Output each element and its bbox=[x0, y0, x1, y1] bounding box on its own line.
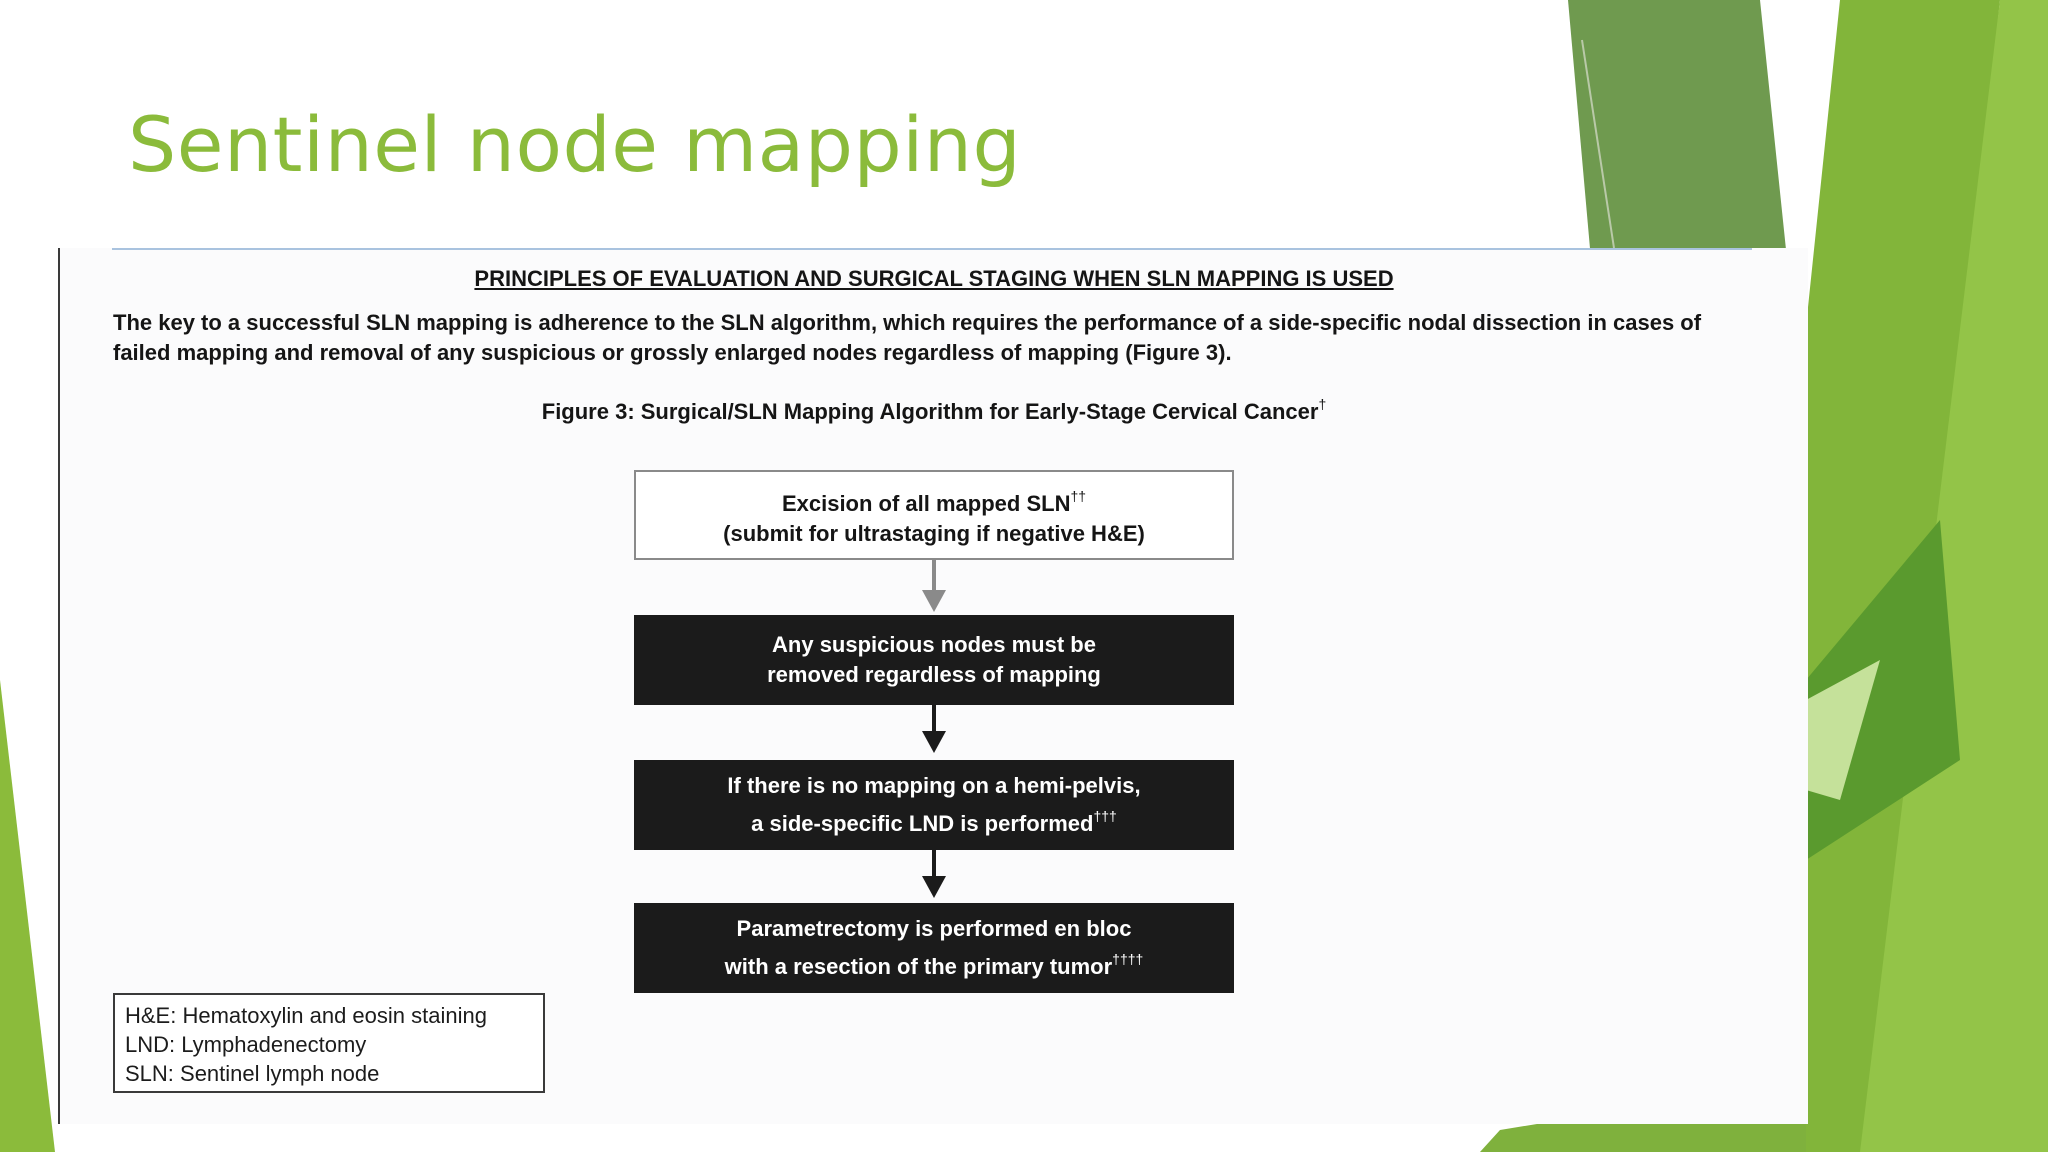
figure-panel bbox=[58, 248, 1808, 1124]
deco-shape-left bbox=[0, 680, 55, 1152]
step-3-mark: ††† bbox=[1093, 808, 1117, 824]
step-1-line-2: (submit for ultrastaging if negative H&E) bbox=[723, 521, 1145, 546]
step-2-line-2: removed regardless of mapping bbox=[767, 662, 1101, 687]
flow-arrow-icon bbox=[922, 560, 946, 615]
step-1-line-1: Excision of all mapped SLN bbox=[781, 491, 1071, 516]
step-excision-box bbox=[634, 470, 1234, 560]
step-3-line-2: a side-specific LND is performed bbox=[751, 811, 1094, 836]
step-3-line-1: If there is no mapping on a hemi-pelvis, bbox=[727, 773, 1141, 798]
step-4-mark: †††† bbox=[1112, 951, 1144, 967]
step-suspicious-nodes-box bbox=[634, 615, 1234, 705]
step-1-mark: †† bbox=[1070, 488, 1087, 504]
caption-text: Figure 3: Surgical/SLN Mapping Algorithm for Early-Stage Cervical Cancer bbox=[541, 399, 1319, 424]
legend-item: SLN: Sentinel lymph node bbox=[125, 1061, 380, 1086]
intro-paragraph: The key to a successful SLN mapping is adherence to the SLN algorithm, which requires the performance of a side-specific nodal dissection in cases of failed mapping and removal of any suspicious or grossly enlarged nodes regardless of mapping (Figure 3). bbox=[113, 310, 1702, 365]
step-hemi-pelvis-box bbox=[634, 760, 1234, 850]
step-parametrectomy-box bbox=[634, 903, 1234, 993]
step-4-line-2: with a resection of the primary tumor bbox=[724, 954, 1113, 979]
step-2-line-1: Any suspicious nodes must be bbox=[772, 632, 1096, 657]
step-4-line-1: Parametrectomy is performed en bloc bbox=[736, 916, 1132, 941]
abbreviation-legend bbox=[113, 993, 545, 1093]
flow-arrow-icon bbox=[922, 705, 946, 757]
caption-dagger: † bbox=[1318, 396, 1327, 412]
top-rule bbox=[112, 248, 1752, 250]
figure-caption bbox=[60, 396, 1808, 425]
legend-item: LND: Lymphadenectomy bbox=[125, 1032, 367, 1057]
flow-arrow-icon bbox=[922, 850, 946, 902]
principles-heading: PRINCIPLES OF EVALUATION AND SURGICAL STAGING WHEN SLN MAPPING IS USED bbox=[474, 266, 1394, 291]
slide-title: Sentinel node mapping bbox=[128, 100, 1022, 189]
legend-item: H&E: Hematoxylin and eosin staining bbox=[125, 1003, 487, 1028]
